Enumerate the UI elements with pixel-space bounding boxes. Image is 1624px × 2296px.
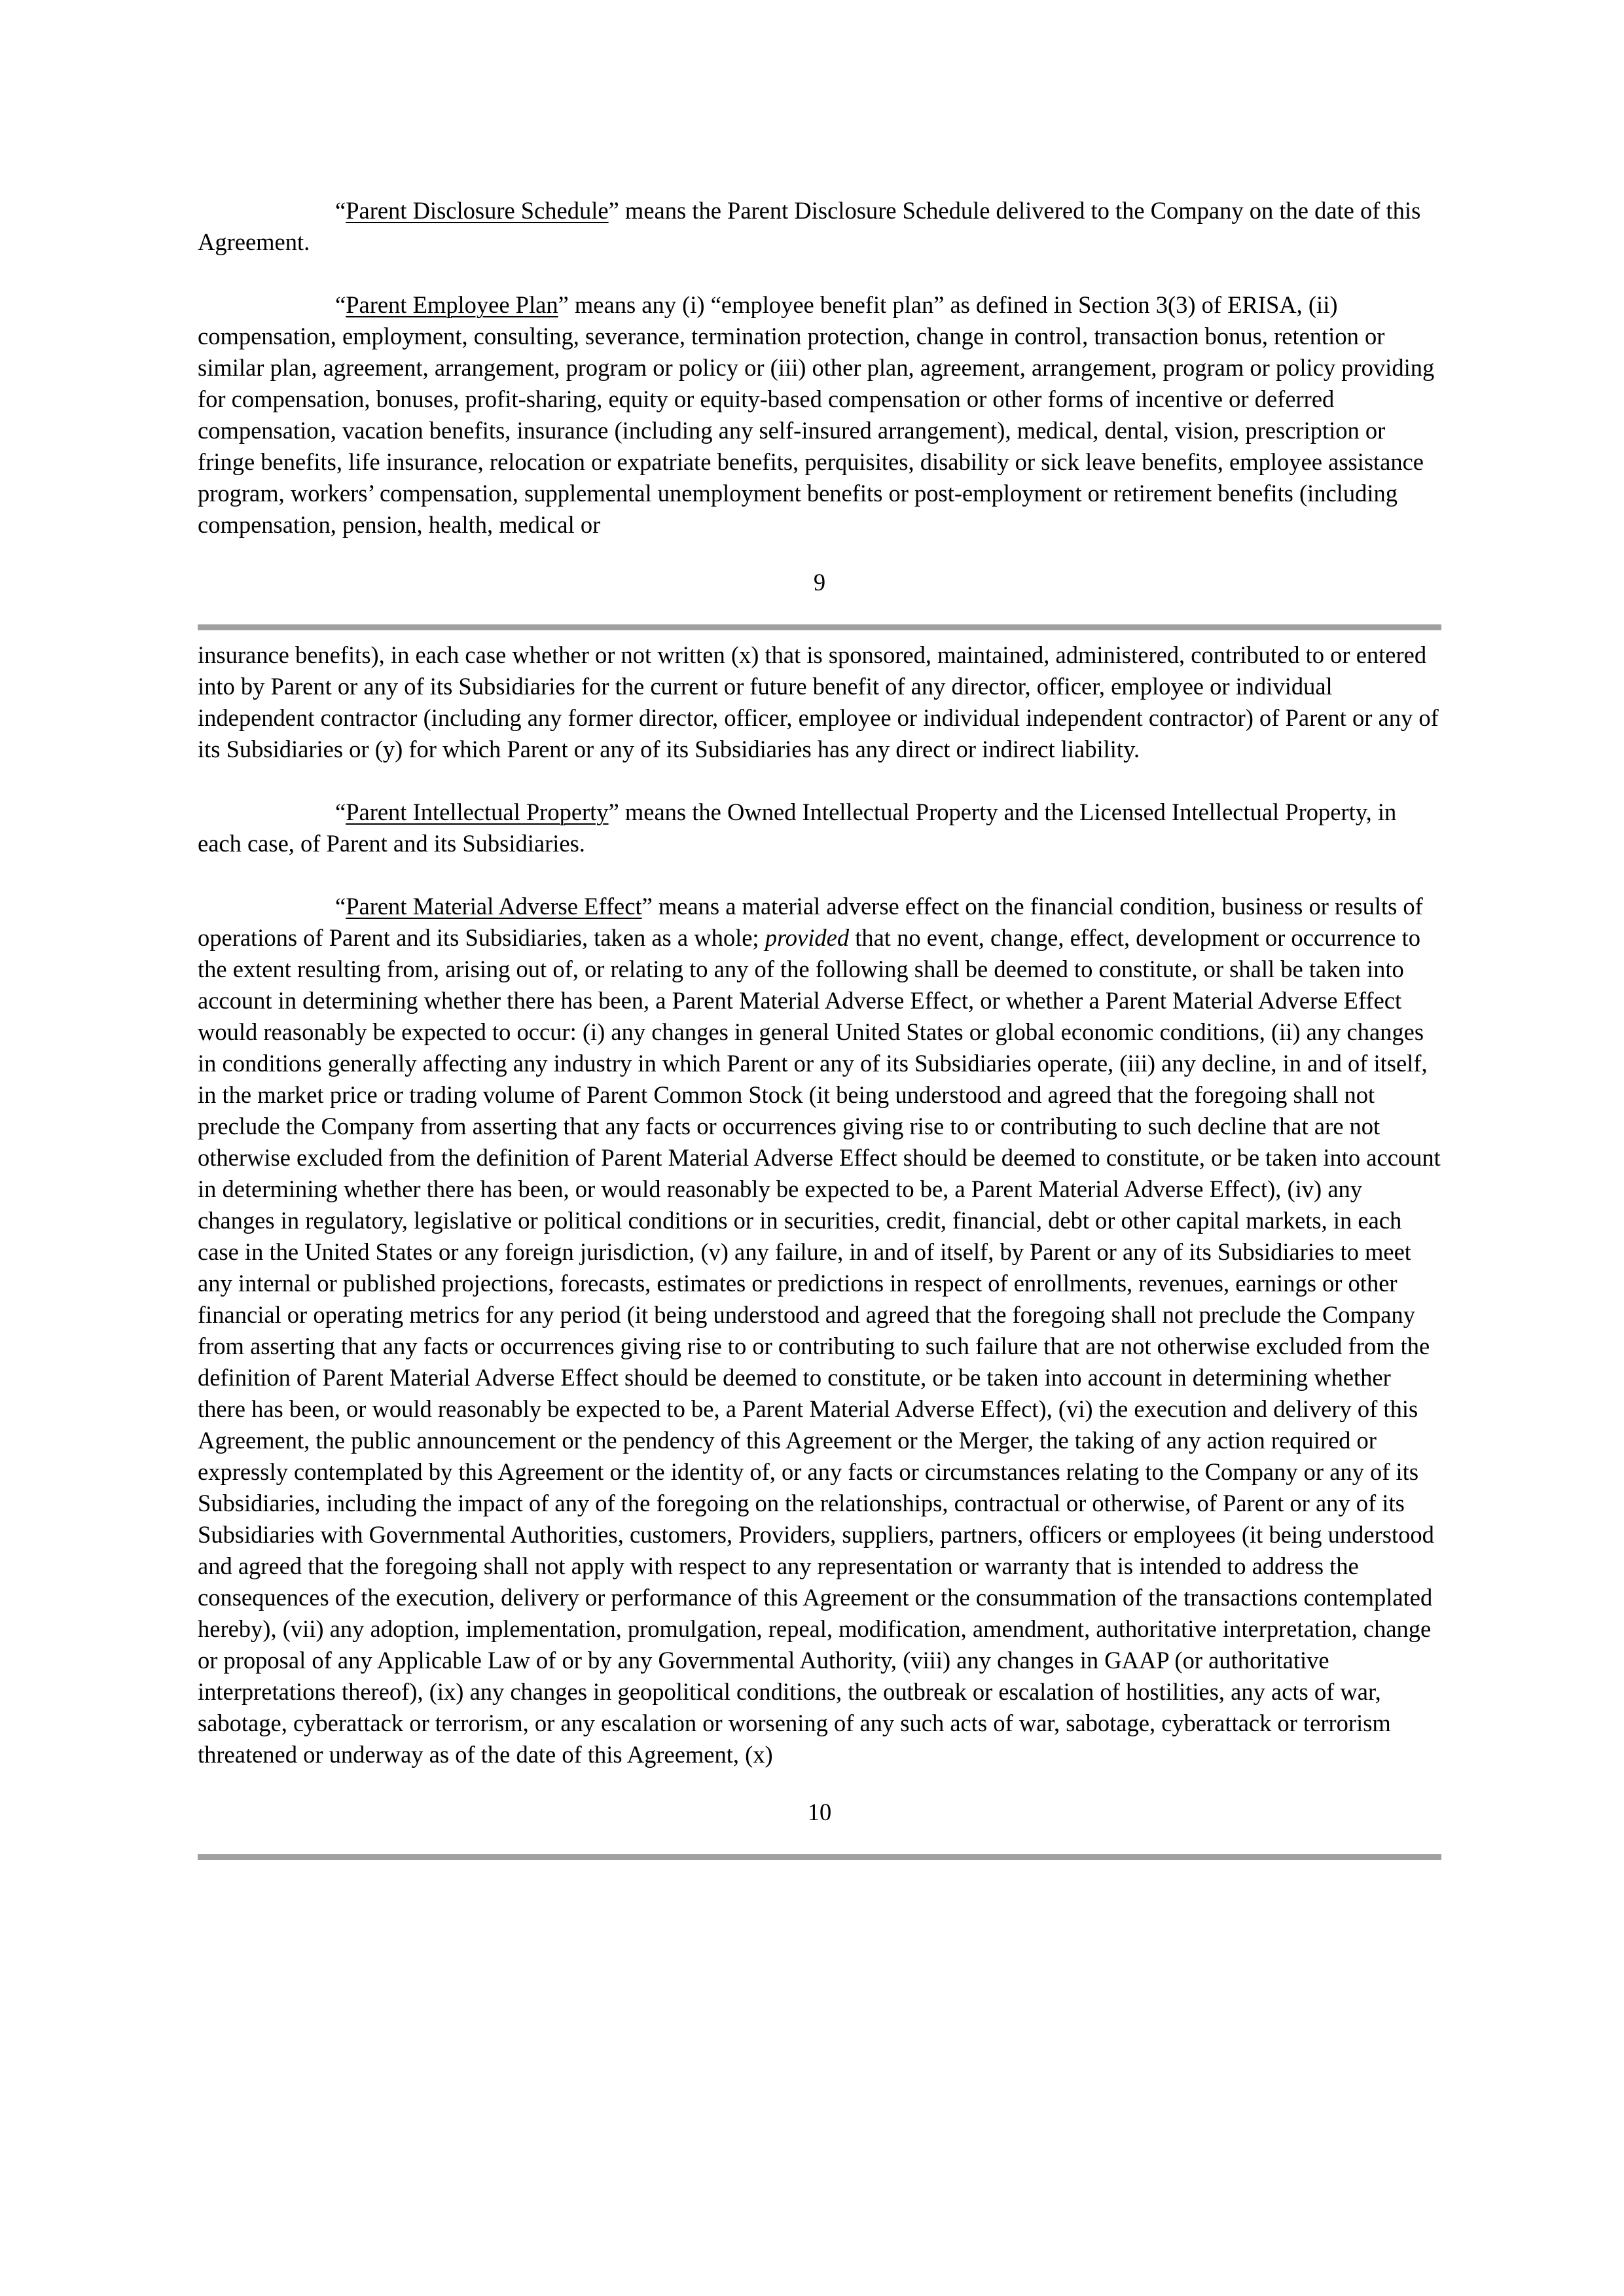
page-separator — [198, 624, 1441, 630]
document-body — [198, 195, 1441, 1860]
defined-term: Parent Material Adverse Effect — [346, 893, 642, 920]
defined-term: Parent Disclosure Schedule — [346, 197, 609, 224]
definition-text: ” means the Parent Disclosure Schedule delivered to the Company on the date of this Agreement. — [198, 197, 1421, 255]
page-number: 9 — [813, 569, 826, 596]
page-separator — [198, 1854, 1441, 1860]
defined-term: Parent Intellectual Property — [346, 798, 609, 825]
definition-parent-disclosure-schedule: “Parent Disclosure Schedule” means the Parent Disclosure Schedule delivered to the Company on the date of this Agreement. — [198, 197, 1421, 255]
italic-proviso: provided — [765, 924, 850, 951]
definition-text: that no event, change, effect, development or occurrence to the extent resulting from, arising out of, or relating to any of the following shall be deemed to constitute, or shall be taken into account in determining whether there has been, a Parent Material Adverse Effect, or whether a Parent Material Adverse Effect would reasonably be expected to occur: (i) any changes in general United States or global economic conditions, (ii) any changes in conditions generally affecting any industry in which Parent or any of its Subsidiaries operate, (iii) any decline, in and of itself, in the market price or trading volume of Parent Common Stock (it being understood and agreed that the foregoing shall not preclude the Company from asserting that any facts or occurrences giving rise to or contributing to such decline that are not otherwise excluded from the definition of Parent Material Adverse Effect should be deemed to constitute, or be taken into account in determining whether there has been, or would reasonably be expected to be, a Parent Material Adverse Effect), (iv) any changes in regulatory, legislative or political conditions or in securities, credit, financial, debt or other capital markets, in each case in the United States or any foreign jurisdiction, (v) any failure, in and of itself, by Parent or any of its Subsidiaries to meet any internal or published projections, forecasts, estimates or predictions in respect of enrollments, revenues, earnings or other financial or operating metrics for any period (it being understood and agreed that the foregoing shall not preclude the Company from asserting that any facts or occurrences giving rise to or contributing to such failure that are not otherwise excluded from the definition of Parent Material Adverse Effect should be deemed to constitute, or be taken into account in determining whether there has been, or would reasonably be expected to be, a Parent Material Adverse Effect), (vi) the execution and delivery of this Agreement, the public announcement or the pendency of this Agreement or the Merger, the taking of any action required or expressly contemplated by this Agreement or the identity of, or any facts or circumstances relating to the Company or any of its Subsidiaries, including the impact of any of the foregoing on the relationships, contractual or otherwise, of Parent or any of its Subsidiaries with Governmental Authorities, customers, Providers, suppliers, partners, officers or employees (it being understood and agreed that the foregoing shall not apply with respect to any representation or warranty that is intended to address the consequences of the execution, delivery or performance of this Agreement or the consummation of the transactions contemplated hereby), (vii) any adoption, implementation, promulgation, repeal, modification, amendment, authoritative interpretation, change or proposal of any Applicable Law of or by any Governmental Authority, (viii) any changes in GAAP (or authoritative interpretations thereof), (ix) any changes in geopolitical conditions, the outbreak or escalation of hostilities, any acts of war, sabotage, cyberattack or terrorism, or any escalation or worsening of any such acts of war, sabotage, cyberattack or terrorism threatened or underway as of the date of this Agreement, (x) — [198, 924, 1441, 1768]
definition-text: ” means a material adverse effect on the financial condition, business or results of operations of Parent and its Subsidiaries, taken as a whole; — [198, 893, 1423, 951]
page-number: 10 — [807, 1799, 832, 1825]
definition-continuation: insurance benefits), in each case whether or not written (x) that is sponsored, maintained, administered, contributed to or entered into by Parent or any of its Subsidiaries for the current or future benefit of any director, officer, employee or individual independent contractor (including any former director, officer, employee or individual independent contractor) of Parent or any of its Subsidiaries or (y) for which Parent or any of its Subsidiaries has any direct or indirect liability. — [198, 641, 1439, 762]
definition-parent-employee-plan: “Parent Employee Plan” means any (i) “employee benefit plan” as defined in Section 3(3) of ERISA, (ii) compensation, employment, consulting, severance, termination protection, change in control, transaction bonus, retention or similar plan, agreement, arrangement, program or policy or (iii) other plan, agreement, arrangement, program or policy providing for compensation, bonuses, profit-sharing, equity or equity-based compensation or other forms of incentive or deferred compensation, vacation benefits, insurance (including any self-insured arrangement), medical, dental, vision, prescription or fringe benefits, life insurance, relocation or expatriate benefits, perquisites, disability or sick leave benefits, employee assistance program, workers’ compensation, supplemental unemployment benefits or post-employment or retirement benefits (including compensation, pension, health, medical or — [198, 291, 1435, 538]
defined-term: Parent Employee Plan — [346, 291, 558, 318]
definition-parent-intellectual-property: “Parent Intellectual Property” means the Owned Intellectual Property and the Licensed Intellectual Property, in each case, of Parent and its Subsidiaries. — [198, 798, 1397, 857]
definition-text: ” means the Owned Intellectual Property and the Licensed Intellectual Property, in each case, of Parent and its Subsidiaries. — [198, 798, 1397, 857]
definition-parent-material-adverse-effect: “Parent Material Adverse Effect” means a material adverse effect on the financial condition, business or results of operations of Parent and its Subsidiaries, taken as a whole; provided that no event, change, effect, development or occurrence to the extent resulting from, arising out of, or relating to any of the following shall be deemed to constitute, or shall be taken into account in determining whether there has been, a Parent Material Adverse Effect, or whether a Parent Material Adverse Effect would reasonably be expected to occur: (i) any changes in general United States or global economic conditions, (ii) any changes in conditions generally affecting any industry in which Parent or any of its Subsidiaries operate, (iii) any decline, in and of itself, in the market price or trading volume of Parent Common Stock (it being understood and agreed that the foregoing shall not preclude the Company from asserting that any facts or occurrences giving rise to or contributing to such decline that are not otherwise excluded from the definition of Parent Material Adverse Effect should be deemed to constitute, or be taken into account in determining whether there has been, or would reasonably be expected to be, a Parent Material Adverse Effect), (iv) any changes in regulatory, legislative or political conditions or in securities, credit, financial, debt or other capital markets, in each case in the United States or any foreign jurisdiction, (v) any failure, in and of itself, by Parent or any of its Subsidiaries to meet any internal or published projections, forecasts, estimates or predictions in respect of enrollments, revenues, earnings or other financial or operating metrics for any period (it being understood and agreed that the foregoing shall not preclude the Company from asserting that any facts or occurrences giving rise to or contributing to such failure that are not otherwise excluded from the definition of Parent Material Adverse Effect should be deemed to constitute, or be taken into account in determining whether there has been, or would reasonably be expected to be, a Parent Material Adverse Effect), (vi) the execution and delivery of this Agreement, the public announcement or the pendency of this Agreement or the Merger, the taking of any action required or expressly contemplated by this Agreement or the identity of, or any facts or circumstances relating to the Company or any of its Subsidiaries, including the impact of any of the foregoing on the relationships, contractual or otherwise, of Parent or any of its Subsidiaries with Governmental Authorities, customers, Providers, suppliers, partners, officers or employees (it being understood and agreed that the foregoing shall not apply with respect to any representation or warranty that is intended to address the consequences of the execution, delivery or performance of this Agreement or the consummation of the transactions contemplated hereby), (vii) any adoption, implementation, promulgation, repeal, modification, amendment, authoritative interpretation, change or proposal of any Applicable Law of or by any Governmental Authority, (viii) any changes in GAAP (or authoritative interpretations thereof), (ix) any changes in geopolitical conditions, the outbreak or escalation of hostilities, any acts of war, sabotage, cyberattack or terrorism, or any escalation or worsening of any such acts of war, sabotage, cyberattack or terrorism threatened or underway as of the date of this Agreement, (x) — [198, 893, 1441, 1768]
definition-text: ” means any (i) “employee benefit plan” as defined in Section 3(3) of ERISA, (ii) compensation, employment, consulting, severance, termination protection, change in control, transaction bonus, retention or similar plan, agreement, arrangement, program or policy or (iii) other plan, agreement, arrangement, program or policy providing for compensation, bonuses, profit-sharing, equity or equity-based compensation or other forms of incentive or deferred compensation, vacation benefits, insurance (including any self-insured arrangement), medical, dental, vision, prescription or fringe benefits, life insurance, relocation or expatriate benefits, perquisites, disability or sick leave benefits, employee assistance program, workers’ compensation, supplemental unemployment benefits or post-employment or retirement benefits (including compensation, pension, health, medical or — [198, 291, 1435, 538]
